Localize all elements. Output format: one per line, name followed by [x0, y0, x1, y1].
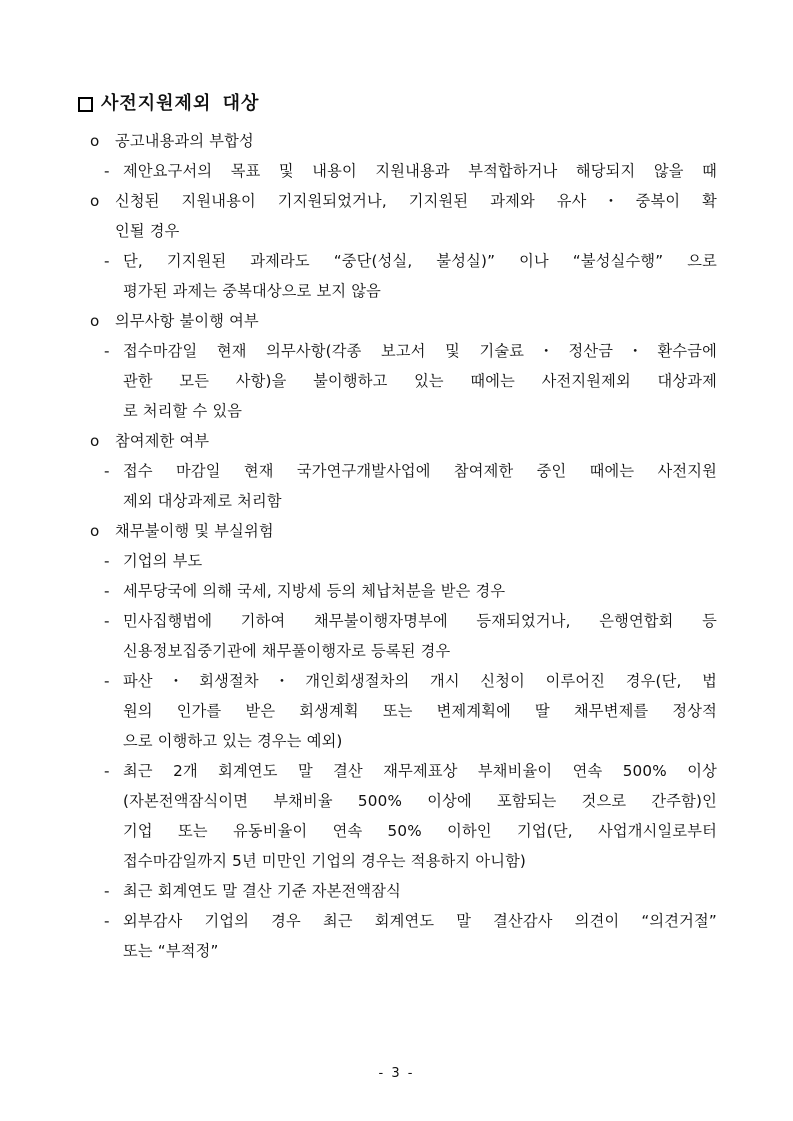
dash-marker: - [104, 612, 110, 630]
text-line [0, 126, 793, 156]
dash-marker: - [104, 912, 110, 930]
text-line [0, 546, 793, 576]
text-line [0, 156, 793, 186]
line-text: 접수 마감일 현재 국가연구개발사업에 참여제한 중인 때에는 사전지원 [123, 462, 717, 480]
line-text: 세무당국에 의해 국세, 지방세 등의 체납처분을 받은 경우 [123, 582, 506, 600]
dash-marker: - [104, 462, 110, 480]
bullet-marker: o [90, 132, 100, 150]
line-text: 원의 인가를 받은 회생계획 또는 변제계획에 딸 채무변제를 정상적 [123, 702, 717, 720]
text-line [0, 636, 793, 666]
text-line [0, 276, 793, 306]
text-line [0, 756, 793, 786]
dash-marker: - [104, 252, 110, 270]
text-line [0, 306, 793, 336]
line-text: 관한 모든 사항)을 불이행하고 있는 때에는 사전지원제외 대상과제 [123, 372, 717, 390]
text-line [0, 786, 793, 816]
line-text: 참여제한 여부 [115, 432, 210, 450]
text-line [0, 456, 793, 486]
line-text: 로 처리할 수 있음 [123, 402, 243, 420]
text-line [0, 816, 793, 846]
text-line [0, 486, 793, 516]
text-line [0, 216, 793, 246]
bullet-marker: o [90, 192, 100, 210]
line-text: 인될 경우 [115, 222, 180, 240]
text-line [0, 936, 793, 966]
dash-marker: - [104, 342, 110, 360]
text-line [0, 906, 793, 936]
section-title: 사전지원제외 대상 [101, 93, 260, 114]
line-text: 단, 기지원된 과제라도 “중단(성실, 불성실)” 이나 “불성실수행” 으로 [123, 252, 717, 270]
dash-marker: - [104, 162, 110, 180]
line-text: 접수마감일 현재 의무사항(각종 보고서 및 기술료・정산금・환수금에 [123, 342, 717, 360]
line-text: 평가된 과제는 중복대상으로 보지 않음 [123, 282, 382, 300]
line-text: 의무사항 불이행 여부 [115, 312, 259, 330]
line-text: (자본전액잠식이면 부채비율 500% 이상에 포함되는 것으로 간주함)인 [123, 792, 717, 810]
text-line [0, 696, 793, 726]
bullet-marker: o [90, 432, 100, 450]
line-text: 신용정보집중기관에 채무풀이행자로 등록된 경우 [123, 642, 451, 660]
text-line [0, 606, 793, 636]
text-line [0, 396, 793, 426]
line-text: 최근 회계연도 말 결산 기준 자본전액잠식 [123, 882, 401, 900]
dash-marker: - [104, 582, 110, 600]
page-number: - 3 - [378, 1066, 415, 1081]
line-text: 채무불이행 및 부실위험 [115, 522, 274, 540]
text-line [0, 876, 793, 906]
line-text: 제외 대상과제로 처리함 [123, 492, 282, 510]
line-text: 제안요구서의 목표 및 내용이 지원내용과 부적합하거나 해당되지 않을 때 [123, 162, 717, 180]
text-line [0, 726, 793, 756]
section-heading [78, 92, 259, 116]
line-text: 기업의 부도 [123, 552, 203, 570]
dash-marker: - [104, 762, 110, 780]
line-text: 또는 “부적정” [123, 942, 219, 960]
text-line [0, 516, 793, 546]
line-text: 으로 이행하고 있는 경우는 예외) [123, 732, 343, 750]
text-line [0, 336, 793, 366]
text-line [0, 846, 793, 876]
dash-marker: - [104, 552, 110, 570]
bullet-marker: o [90, 522, 100, 540]
bullet-marker: o [90, 312, 100, 330]
text-line [0, 246, 793, 276]
line-text: 기업 또는 유동비율이 연속 50% 이하인 기업(단, 사업개시일로부터 [123, 822, 717, 840]
line-text: 파산・회생절차・개인회생절차의 개시 신청이 이루어진 경우(단, 법 [123, 672, 717, 690]
text-line [0, 366, 793, 396]
line-text: 신청된 지원내용이 기지원되었거나, 기지원된 과제와 유사・중복이 확 [115, 192, 717, 210]
square-checkbox-icon [78, 97, 93, 112]
line-text: 공고내용과의 부합성 [115, 132, 254, 150]
dash-marker: - [104, 672, 110, 690]
text-line [0, 666, 793, 696]
line-text: 최근 2개 회계연도 말 결산 재무제표상 부채비율이 연속 500% 이상 [123, 762, 717, 780]
text-line [0, 186, 793, 216]
text-line [0, 576, 793, 606]
dash-marker: - [104, 882, 110, 900]
text-line [0, 426, 793, 456]
line-text: 외부감사 기업의 경우 최근 회계연도 말 결산감사 의견이 “의견거절” [123, 912, 717, 930]
document-body [0, 126, 793, 966]
line-text: 민사집행법에 기하여 채무불이행자명부에 등재되었거나, 은행연합회 등 [123, 612, 717, 630]
line-text: 접수마감일까지 5년 미만인 기업의 경우는 적용하지 아니함) [123, 852, 527, 870]
